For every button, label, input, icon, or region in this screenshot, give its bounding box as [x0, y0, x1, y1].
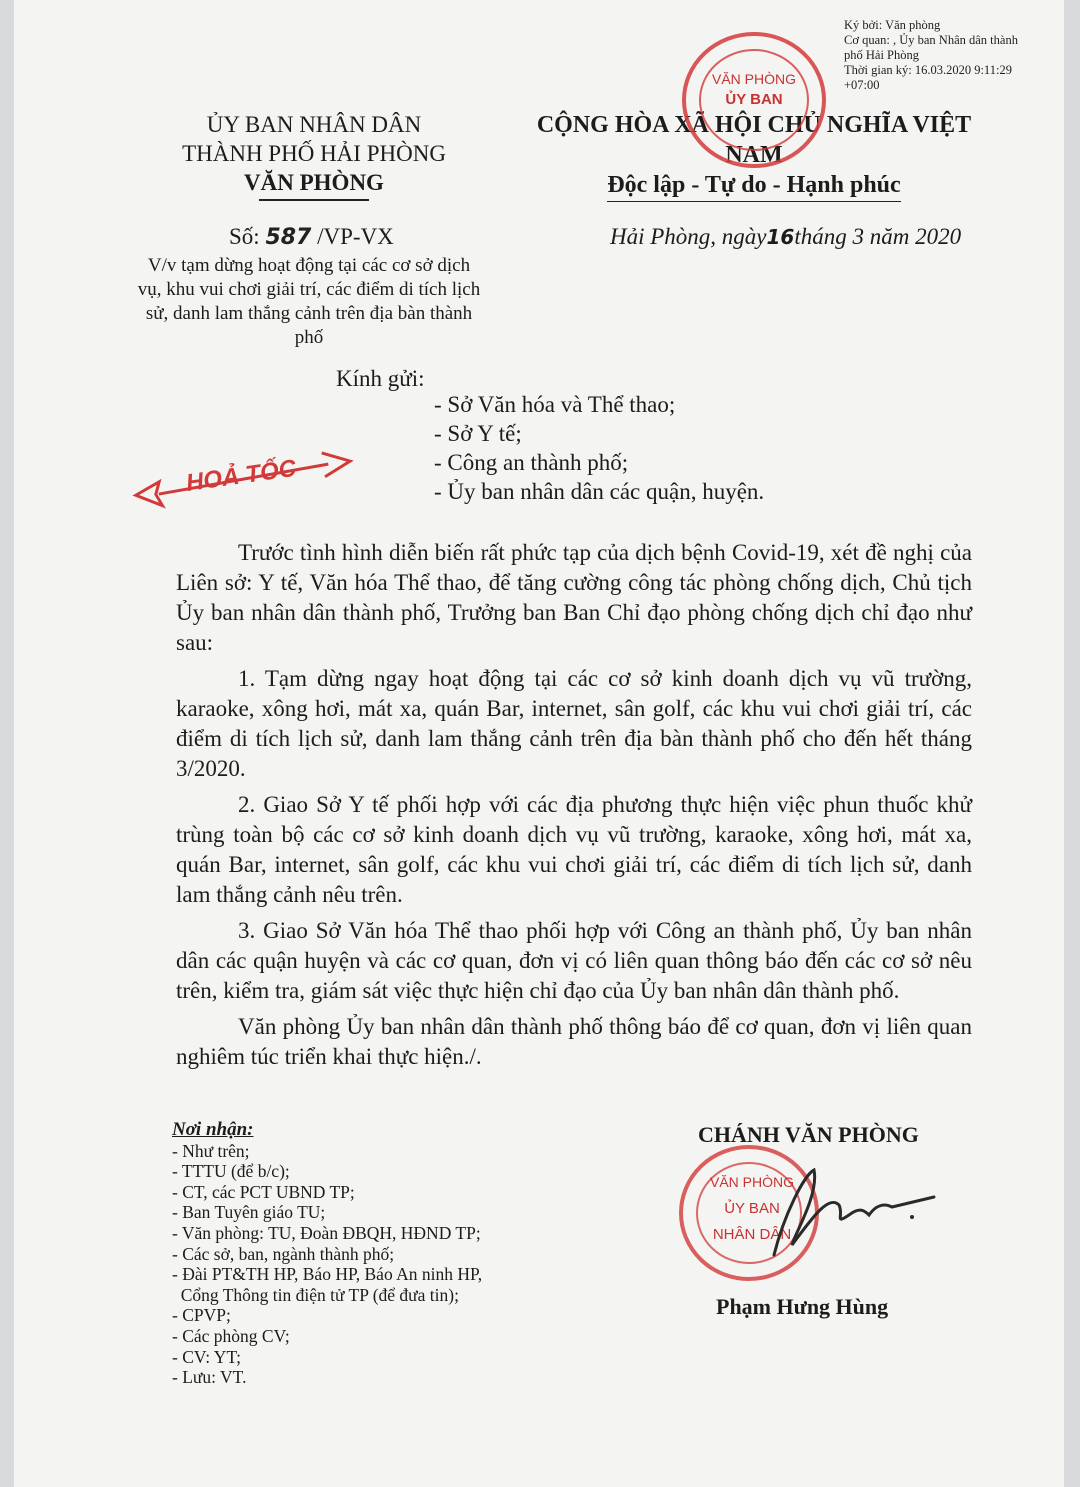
distribution-item: - CV: YT; [172, 1346, 242, 1367]
document-page [14, 0, 1064, 1487]
distribution-item: - CPVP; [172, 1305, 231, 1326]
digital-signature-info [844, 18, 1080, 93]
distribution-item: - CT, các PCT UBND TP; [172, 1181, 355, 1202]
urgent-stamp-text: HOẢ TỐC [184, 454, 298, 497]
date-day: 16 [766, 225, 795, 249]
distribution-item: - Ban Tuyên giáo TU; [172, 1202, 326, 1223]
signature-agency: Cơ quan: , Ủy ban Nhân dân thành [844, 33, 1018, 47]
top-seal-line1: VĂN PHÒNG [711, 71, 797, 87]
agency-underline [259, 199, 369, 201]
recipient-item: - Ủy ban nhân dân các quận, huyện. [434, 479, 765, 504]
document-number-prefix: Số: [229, 224, 260, 249]
body-paragraph: 2. Giao Sở Y tế phối hợp với các địa phương thực hiện việc phun thuốc khử trùng toàn bộ các cơ sở kinh doanh dịch vụ vũ trường, karaoke, xông hơi, mát xa, quán Bar, internet, sân golf, các khu vui chơi giải trí, các điểm di tích lịch sử, danh lam thắng cảnh nêu trên. [176, 792, 972, 907]
distribution-item: - Văn phòng: TU, Đoàn ĐBQH, HĐND TP; [172, 1222, 481, 1243]
distribution-title: Nơi nhận: [172, 1119, 254, 1140]
document-number [229, 224, 394, 250]
signer-name: Phạm Hưng Hùng [716, 1294, 889, 1319]
seal-line3: NHÂN DÂN [712, 1226, 792, 1243]
signature-agency-cont: phố Hải Phòng [844, 48, 919, 62]
national-motto: Độc lập - Tự do - Hạnh phúc [607, 170, 900, 202]
body-paragraph: 3. Giao Sở Văn hóa Thể thao phối hợp với Công an thành phố, Ủy ban nhân dân các quận huyện và các cơ quan, đơn vị có liên quan thông báo đến các cơ sở nêu trên, kiểm tra, giám sát việc thực hiện chỉ đạo của Ủy ban nhân dân thành phố. [176, 918, 972, 1003]
top-seal-stamp [669, 22, 839, 182]
distribution-item: Cổng Thông tin điện tử TP (để đưa tin); [172, 1284, 459, 1305]
recipient-item: - Sở Y tế; [434, 421, 522, 446]
signature-timezone: +07:00 [844, 78, 880, 92]
distribution-item: - Đài PT&TH HP, Báo HP, Báo An ninh HP, [172, 1264, 483, 1285]
seal-line2: ỦY BAN [724, 1200, 780, 1217]
date-part-1: Hải Phòng, ngày [610, 224, 767, 249]
document-body [176, 538, 972, 1078]
urgent-stamp [129, 440, 359, 510]
country-name: CỘNG HÒA XÃ HỘI CHỦ NGHĨA VIỆT NAM [536, 112, 972, 168]
document-number-value: 587 [265, 225, 312, 250]
signature-seal [664, 1135, 954, 1295]
distribution-item: - Như trên; [172, 1140, 250, 1161]
salutation: Kính gửi: [336, 366, 425, 391]
signature-signed-by: Ký bởi: Văn phòng [844, 18, 941, 32]
recipient-item: - Sở Văn hóa và Thể thao; [434, 392, 676, 417]
date-part-2: tháng 3 năm 2020 [794, 224, 962, 249]
document-number-suffix: /VP-VX [311, 224, 394, 249]
agency-line-3: VĂN PHÒNG [244, 170, 384, 195]
issuing-agency-header [164, 110, 464, 201]
distribution-list [172, 1120, 482, 1388]
top-seal-line2: ỦY BAN [725, 91, 783, 108]
distribution-item: - TTTU (để b/c); [172, 1161, 290, 1182]
body-paragraph: 1. Tạm dừng ngay hoạt động tại các cơ sở kinh doanh dịch vụ vũ trường, karaoke, xông hơi, mát xa, quán Bar, internet, sân golf, các khu vui chơi giải trí, các điểm di tích lịch sử, danh lam thắng cảnh trên địa bàn thành phố cho đến hết tháng 3/2020. [176, 666, 972, 781]
signature-time: Thời gian ký: 16.03.2020 9:11:29 [844, 63, 1012, 77]
body-paragraph: Văn phòng Ủy ban nhân dân thành phố thông báo để cơ quan, đơn vị liên quan nghiêm túc triển khai thực hiện./. [176, 1014, 972, 1069]
body-paragraph: Trước tình hình diễn biến rất phức tạp của dịch bệnh Covid-19, xét đề nghị của Liên sở: Y tế, Văn hóa Thể thao, để tăng cường công tác phòng chống dịch, Chủ tịch Ủy ban nhân dân thành phố, Trưởng ban Ban Chỉ đạo phòng chống dịch chỉ đạo như sau: [176, 540, 972, 655]
document-subject: V/v tạm dừng hoạt động tại các cơ sở dịch vụ, khu vui chơi giải trí, các điểm di tích lịch sử, danh lam thắng cảnh trên địa bàn thành phố [137, 255, 481, 348]
signer-title: CHÁNH VĂN PHÒNG [698, 1122, 919, 1147]
distribution-item: - Lưu: VT. [172, 1367, 247, 1388]
recipient-item: - Công an thành phố; [434, 450, 629, 475]
distribution-item: - Các sở, ban, ngành thành phố; [172, 1243, 395, 1264]
recipient-list [434, 390, 764, 506]
agency-line-1: ỦY BAN NHÂN DÂN [206, 112, 422, 137]
handwritten-signature [774, 1170, 934, 1255]
seal-line1: VĂN PHÒNG [709, 1174, 795, 1190]
issue-date [610, 224, 961, 250]
distribution-item: - Các phòng CV; [172, 1325, 290, 1346]
agency-line-2: THÀNH PHỐ HẢI PHÒNG [182, 141, 446, 166]
